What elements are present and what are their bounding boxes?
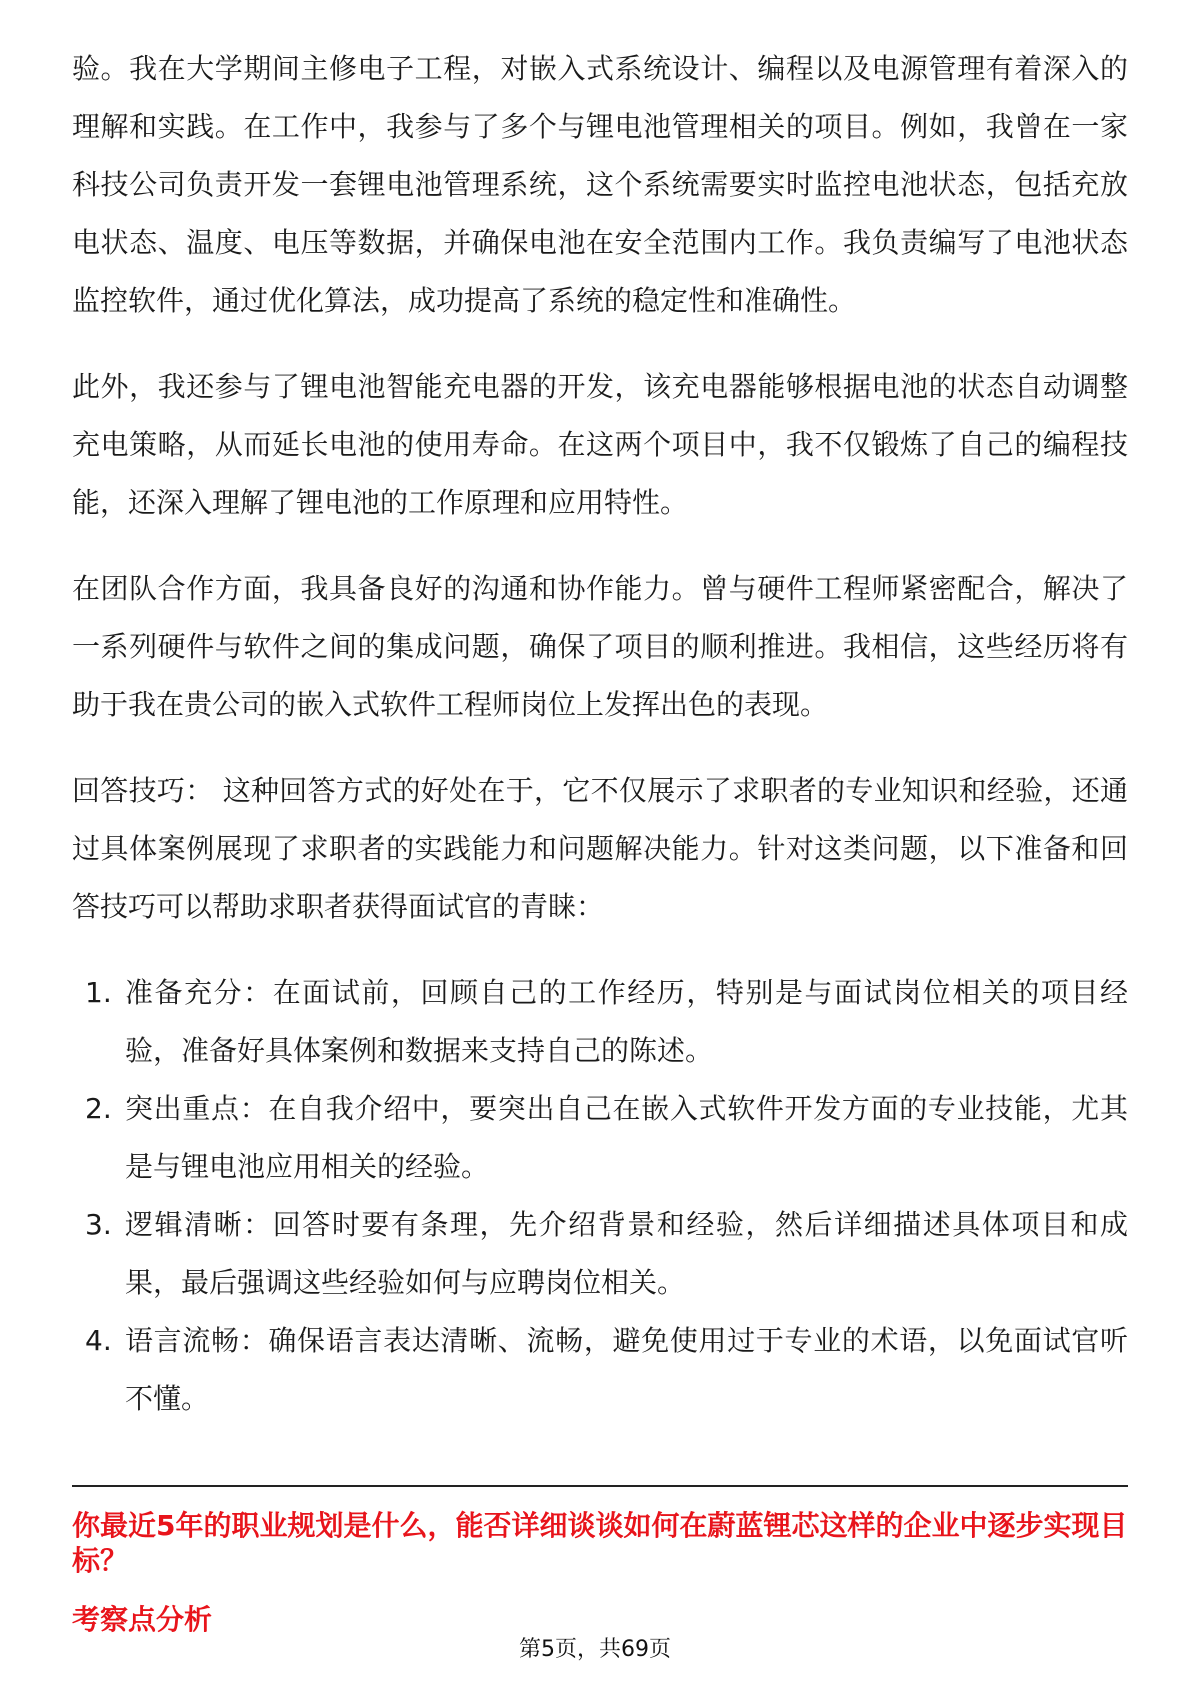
list-text: 语言流畅：确保语言表达清晰、流畅，避免使用过于专业的术语，以免面试官听不懂。 — [125, 1324, 1128, 1415]
tips-list — [72, 964, 1128, 1428]
document-body — [72, 40, 1128, 1428]
list-number: 1. — [85, 976, 112, 1009]
paragraph-experience: 验。我在大学期间主修电子工程，对嵌入式系统设计、编程以及电源管理有着深入的理解和实践。在工作中，我参与了多个与锂电池管理相关的项目。例如，我曾在一家科技公司负责开发一套锂电池管理系统，这个系统需要实时监控电池状态，包括充放电状态、温度、电压等数据，并确保电池在安全范围内工作。我负责编写了电池状态监控软件，通过优化算法，成功提高了系统的稳定性和准确性。 — [72, 52, 1128, 317]
list-item — [72, 1196, 1128, 1312]
page-number: 第5页，共69页 — [519, 1637, 671, 1662]
list-number: 4. — [85, 1324, 112, 1357]
list-item — [72, 964, 1128, 1080]
question-heading: 你最近5年的职业规划是什么，能否详细谈谈如何在蔚蓝锂芯这样的企业中逐步实现目标？ — [72, 1509, 1128, 1577]
section-divider — [72, 1485, 1128, 1487]
analysis-heading: 考察点分析 — [72, 1603, 213, 1636]
list-number: 3. — [85, 1208, 112, 1241]
paragraph-charger-project: 此外，我还参与了锂电池智能充电器的开发，该充电器能够根据电池的状态自动调整充电策略，从而延长电池的使用寿命。在这两个项目中，我不仅锻炼了自己的编程技能，还深入理解了锂电池的工作原理和应用特性。 — [72, 370, 1128, 519]
list-item — [72, 1312, 1128, 1428]
paragraph-answer-tips: 回答技巧： 这种回答方式的好处在于，它不仅展示了求职者的专业知识和经验，还通过具体案例展现了求职者的实践能力和问题解决能力。针对这类问题，以下准备和回答技巧可以帮助求职者获得面试官的青睐： — [72, 774, 1128, 923]
list-text: 准备充分：在面试前，回顾自己的工作经历，特别是与面试岗位相关的项目经验，准备好具体案例和数据来支持自己的陈述。 — [125, 976, 1128, 1067]
paragraph-teamwork: 在团队合作方面，我具备良好的沟通和协作能力。曾与硬件工程师紧密配合，解决了一系列硬件与软件之间的集成问题，确保了项目的顺利推进。我相信，这些经历将有助于我在贵公司的嵌入式软件工程师岗位上发挥出色的表现。 — [72, 572, 1128, 721]
list-text: 逻辑清晰：回答时要有条理，先介绍背景和经验，然后详细描述具体项目和成果，最后强调这些经验如何与应聘岗位相关。 — [125, 1208, 1128, 1299]
list-number: 2. — [85, 1092, 112, 1125]
list-text: 突出重点：在自我介绍中，要突出自己在嵌入式软件开发方面的专业技能，尤其是与锂电池应用相关的经验。 — [125, 1092, 1128, 1183]
list-item — [72, 1080, 1128, 1196]
